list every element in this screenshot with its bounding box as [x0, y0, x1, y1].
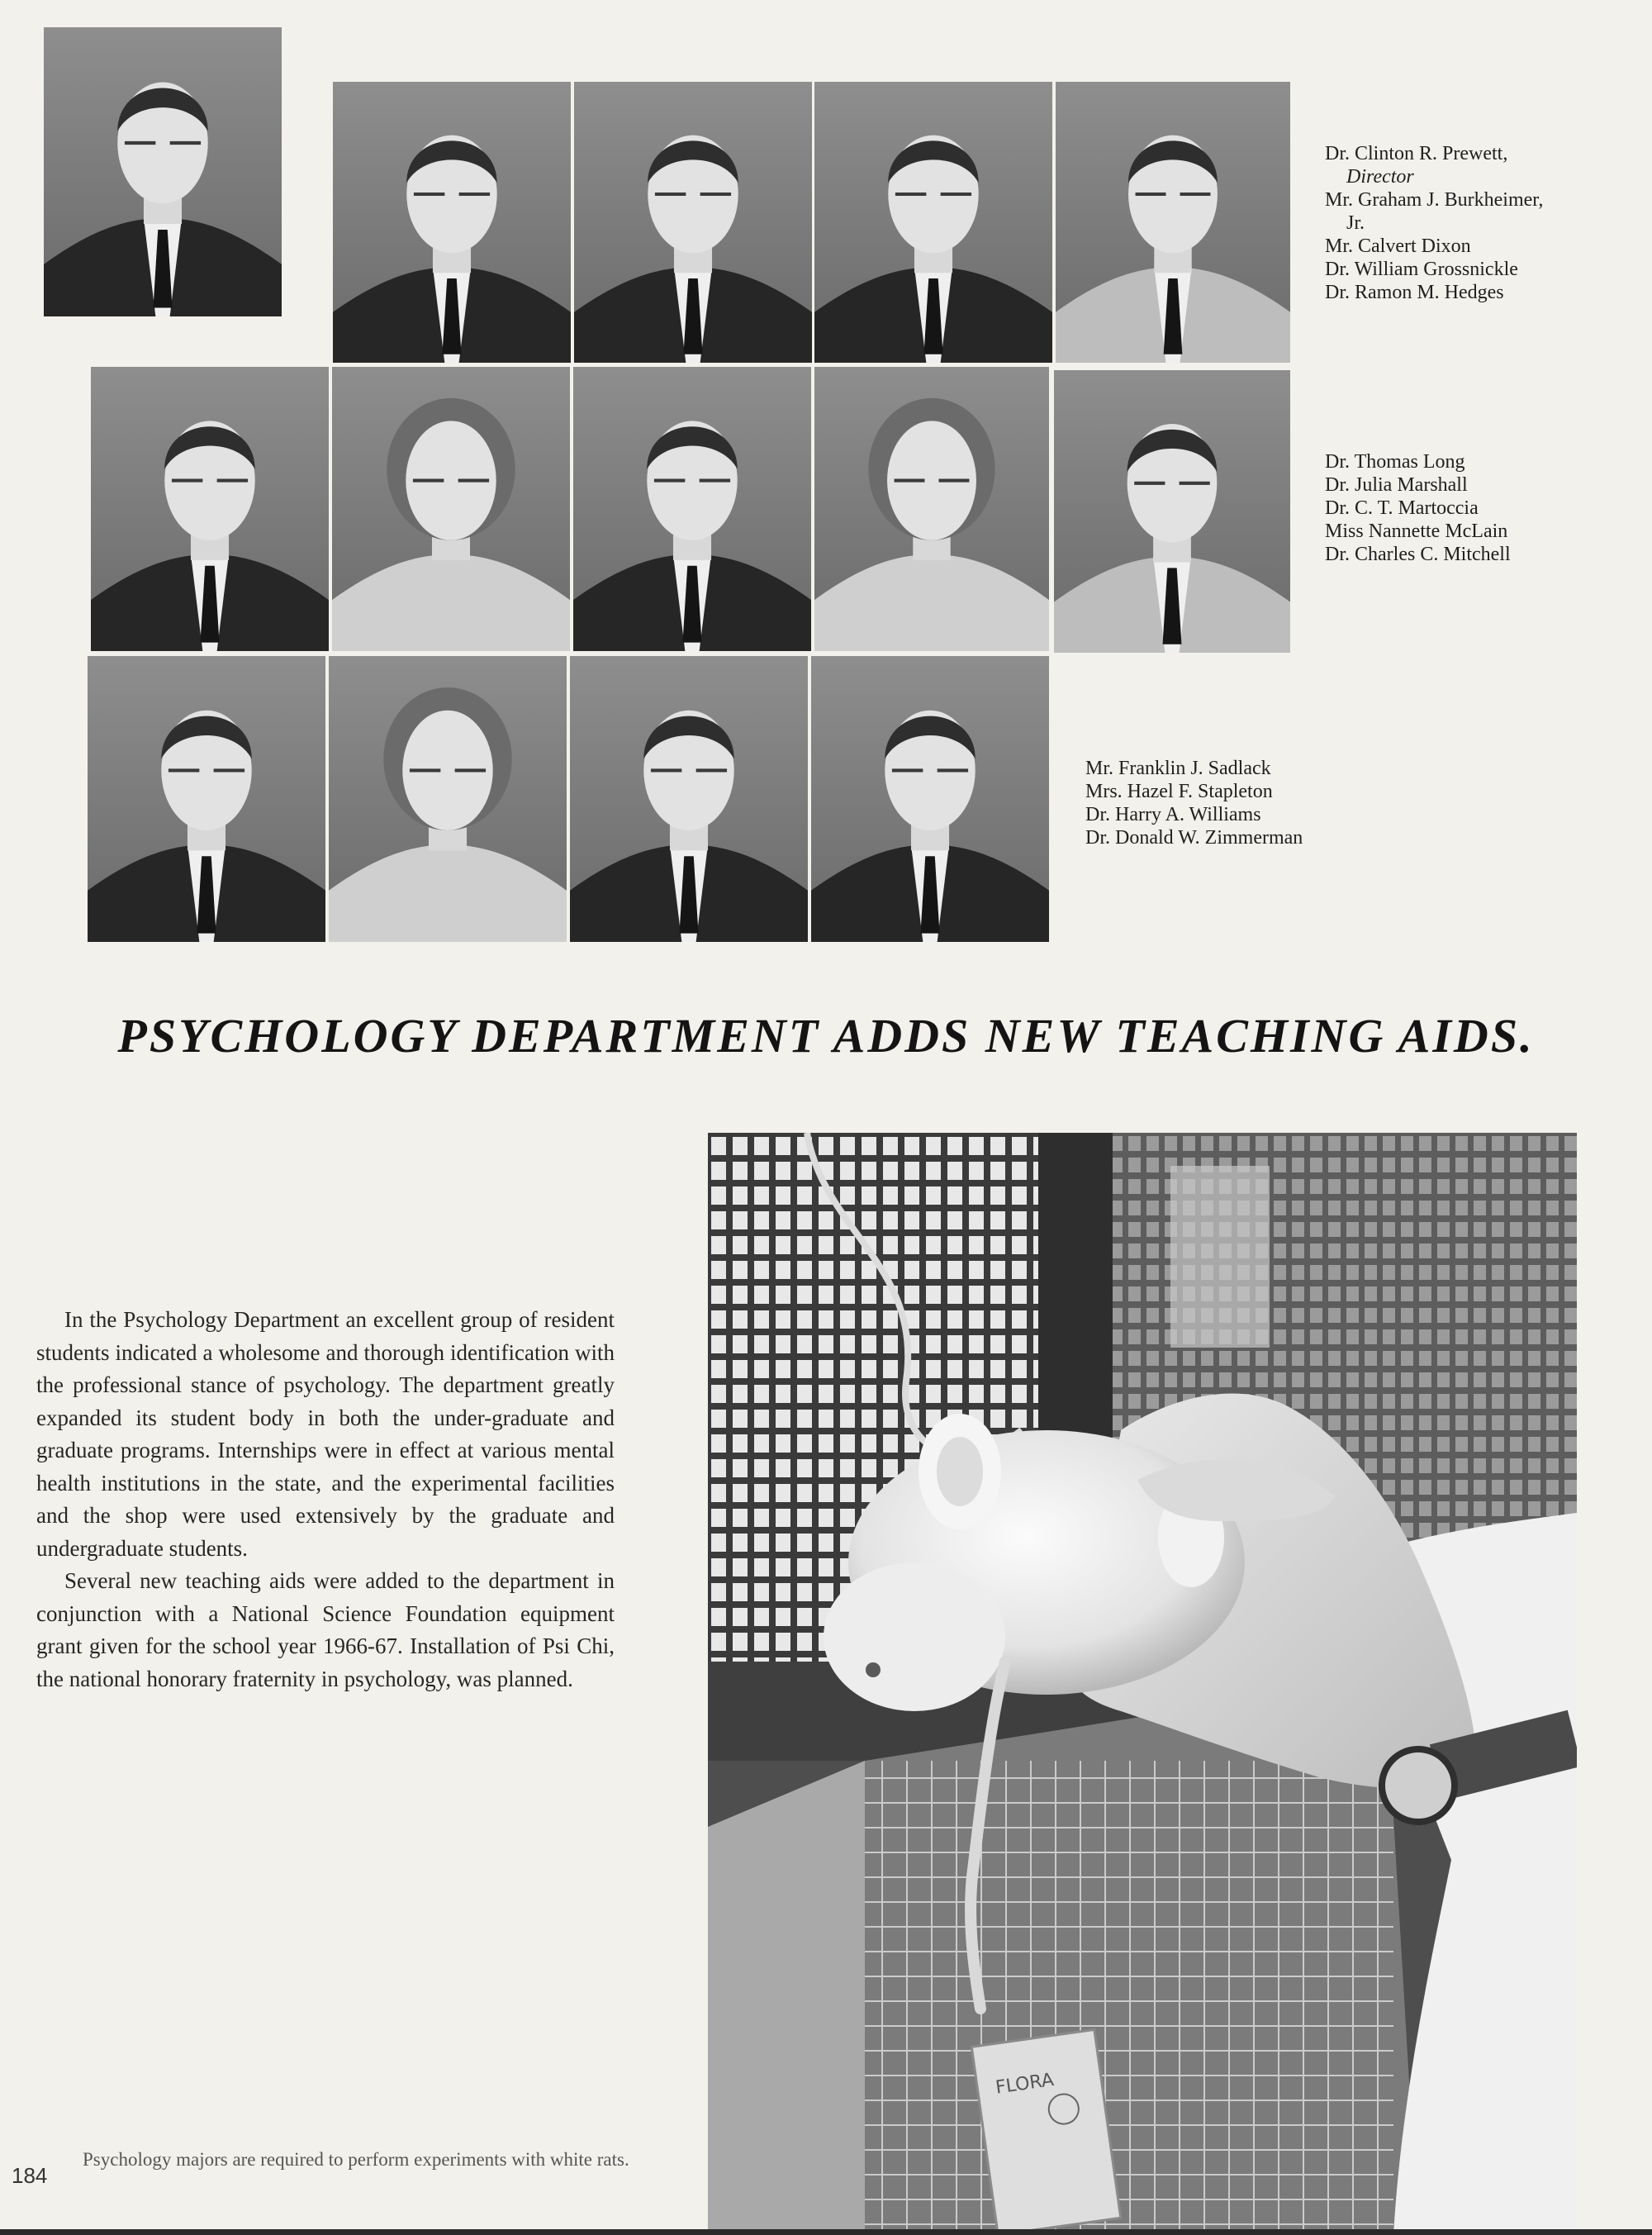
portrait-silhouette — [332, 367, 570, 651]
portrait-silhouette — [1054, 370, 1290, 653]
faculty-name: Mr. Calvert Dixon — [1325, 235, 1471, 257]
portrait-mclain — [814, 367, 1049, 651]
portrait-zimmerman — [811, 656, 1049, 942]
faculty-title: Director — [1346, 166, 1414, 188]
faculty-name: Dr. William Grossnickle — [1325, 259, 1518, 280]
page-headline: PSYCHOLOGY DEPARTMENT ADDS NEW TEACHING AIDS. — [117, 1009, 1535, 1063]
faculty-name: Dr. Clinton R. Prewett, — [1325, 143, 1508, 164]
portrait-silhouette — [44, 27, 282, 316]
portrait-dixon — [574, 82, 812, 363]
portrait-silhouette — [814, 82, 1052, 363]
faculty-name: Dr. Thomas Long — [1325, 451, 1465, 473]
faculty-name: Dr. Harry A. Williams — [1085, 804, 1261, 825]
portrait-silhouette — [814, 367, 1049, 651]
portrait-mitchell — [1054, 370, 1290, 653]
faculty-name: Dr. C. T. Martoccia — [1325, 497, 1479, 519]
faculty-name: Dr. Charles C. Mitchell — [1325, 544, 1511, 565]
portrait-long — [91, 367, 329, 651]
portrait-sadlack — [88, 656, 325, 942]
faculty-name: Mr. Graham J. Burkheimer, — [1325, 189, 1544, 211]
portrait-silhouette — [333, 82, 571, 363]
portrait-burkheimer — [333, 82, 571, 363]
page-number: 184 — [12, 2163, 48, 2188]
portrait-silhouette — [91, 367, 329, 651]
page-bottom-border — [0, 2229, 1652, 2235]
photo-caption: Psychology majors are required to perform experiments with white rats. — [83, 2149, 629, 2170]
article-body — [36, 1304, 615, 1695]
portrait-silhouette — [1056, 82, 1290, 363]
faculty-names-group1 — [1325, 142, 1543, 304]
white-rat-photo — [708, 1133, 1577, 2235]
faculty-names-group3 — [1085, 757, 1303, 849]
portrait-prewett — [44, 27, 282, 316]
faculty-names-group2 — [1325, 450, 1511, 566]
portrait-grossnickle — [814, 82, 1052, 363]
faculty-name: Dr. Donald W. Zimmerman — [1085, 827, 1303, 849]
faculty-name: Miss Nannette McLain — [1325, 521, 1508, 542]
portrait-silhouette — [88, 656, 325, 942]
faculty-name: Dr. Julia Marshall — [1325, 474, 1468, 496]
faculty-name: Mrs. Hazel F. Stapleton — [1085, 781, 1273, 802]
portrait-silhouette — [811, 656, 1049, 942]
portrait-williams — [570, 656, 808, 942]
article-paragraph: In the Psychology Department an excellent group of resident students indicated a wholesome and thorough identification with the professional stance of psychology. The department greatly expanded its student body in both the under-graduate and graduate programs. Internships were in effect at various mental health institutions in the state, and the experimental facilities and the shop were used extensively by the graduate and undergraduate students. — [36, 1307, 615, 1561]
faculty-name: Mr. Franklin J. Sadlack — [1085, 758, 1271, 779]
cage-card-label: FLORA — [994, 2070, 1056, 2099]
white-rat-illustration — [708, 1133, 1577, 2235]
portrait-stapleton — [329, 656, 567, 942]
faculty-name-suffix: Jr. — [1346, 212, 1365, 234]
portrait-silhouette — [570, 656, 808, 942]
portrait-hedges — [1056, 82, 1290, 363]
faculty-name: Dr. Ramon M. Hedges — [1325, 282, 1504, 303]
portrait-silhouette — [574, 82, 812, 363]
portrait-silhouette — [573, 367, 811, 651]
portrait-martoccia — [573, 367, 811, 651]
article-paragraph: Several new teaching aids were added to the department in conjunction with a National Science Foundation equipment grant given for the school year 1966-67. Installation of Psi Chi, the national honorary fraternity in psychology, was planned. — [36, 1568, 615, 1691]
portrait-marshall — [332, 367, 570, 651]
portrait-silhouette — [329, 656, 567, 942]
